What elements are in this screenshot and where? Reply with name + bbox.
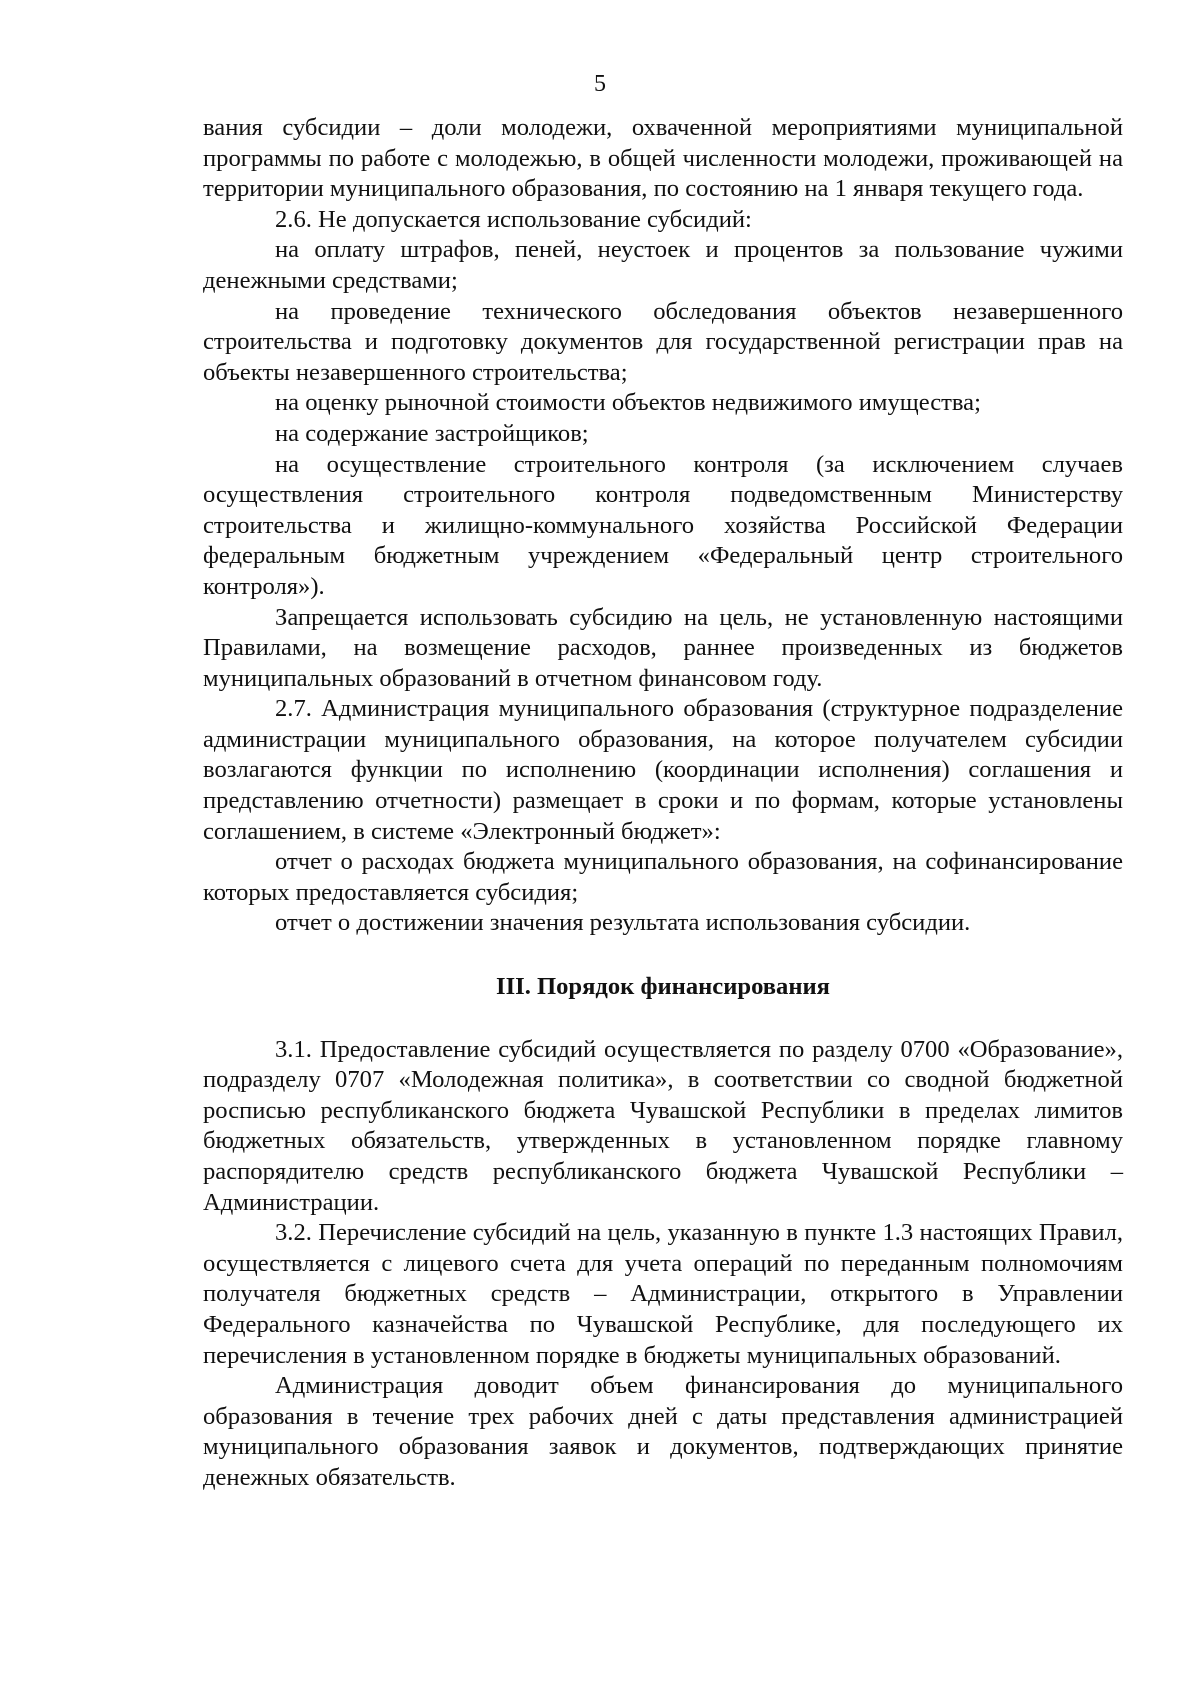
paragraph: отчет о достижении значения результата использования субсидии. [275,909,971,937]
paragraph: 3.2. Перечисление субсидий на цель, указанную в пункте 1.3 настоящих Правил, осуществляется с лицевого счета для учета операций по переданным полномочиям получателя бюджетных средств – Администрации, открытого в Управлении Федерального казначейства по Чувашской Республике, для последующего их перечисления в установленном порядке в бюджеты муниципальных образований. [203,1219,1123,1369]
paragraph: 2.6. Не допускается использование субсидий: [275,205,752,233]
paragraph: вания субсидии – доли молодежи, охваченной мероприятиями муниципальной программы по работе с молодежью, в общей численности молодежи, проживающей на территории муниципального образования, по состоянию на 1 января текущего года. [203,114,1123,203]
paragraph: на содержание застройщиков; [275,419,589,447]
paragraph: на проведение технического обследования объектов незавершенного строительства и подготовку документов для государственной регистрации прав на объекты незавершенного строительства; [203,297,1123,386]
paragraph: на осуществление строительного контроля (за исключением случаев осуществления строительного контроля подведомственным Министерству строительства и жилищно-коммунального хозяйства Российской Федерации федеральным бюджетным учреждением «Федеральный центр строительного контроля»). [203,450,1123,600]
paragraph: 3.1. Предоставление субсидий осуществляется по разделу 0700 «Образование», подразделу 0707 «Молодежная политика», в соответствии со сводной бюджетной росписью республиканского бюджета Чувашской Республики в пределах лимитов бюджетных обязательств, утвержденных в установленном порядке главному распорядителю средств республиканского бюджета Чувашской Республики – Администрации. [203,1035,1123,1216]
paragraph: на оплату штрафов, пеней, неустоек и процентов за пользование чужими денежными средствами; [203,236,1123,294]
section-two-text [203,113,1123,939]
paragraph: отчет о расходах бюджета муниципального образования, на софинансирование которых предоставляется субсидия; [203,848,1123,906]
section-three-text [203,1035,1123,1494]
section-heading: III. Порядок финансирования [496,973,830,1001]
paragraph: на оценку рыночной стоимости объектов недвижимого имущества; [275,389,981,417]
paragraph: Запрещается использовать субсидию на цель, не установленную настоящими Правилами, на возмещение расходов, раннее произведенных из бюджетов муниципальных образований в отчетном финансовом году. [203,603,1123,692]
page-number: 5 [594,71,606,97]
paragraph: 2.7. Администрация муниципального образования (структурное подразделение администрации муниципального образования, на которое получателем субсидии возлагаются функции по исполнению (координации исполнения) соглашения и представлению отчетности) размещает в сроки и по формам, которые установлены соглашением, в системе «Электронный бюджет»: [203,695,1123,845]
paragraph: Администрация доводит объем финансирования до муниципального образования в течение трех рабочих дней с даты представления администрацией муниципального образования заявок и документов, подтверждающих принятие денежных обязательств. [203,1372,1123,1491]
document-body [203,113,1123,1494]
